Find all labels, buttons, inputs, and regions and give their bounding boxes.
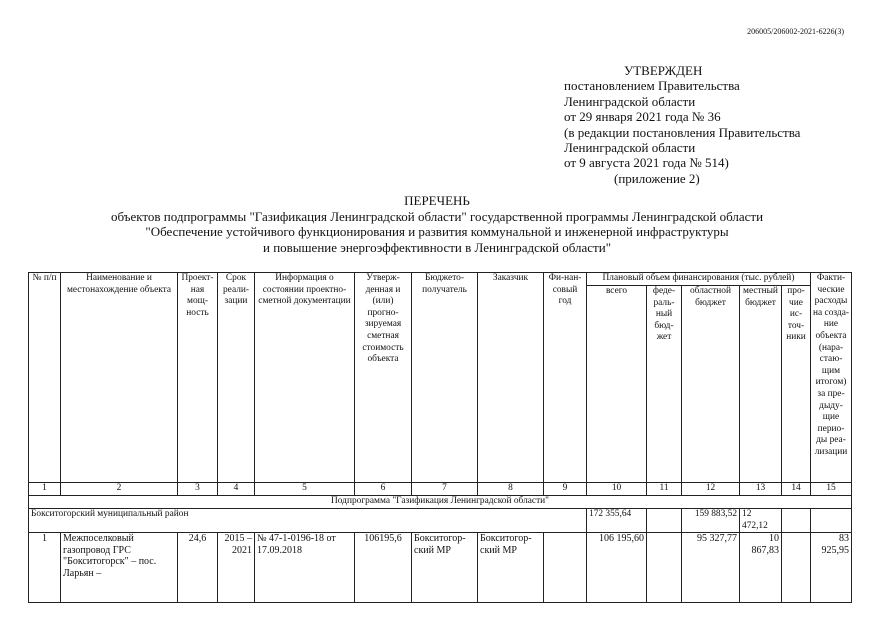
approval-line: Ленинградской области: [564, 93, 696, 109]
column-number: 6: [355, 483, 412, 496]
approval-block: [564, 63, 800, 186]
row-approved-cost: 106195,6: [355, 533, 412, 603]
header-total: всего: [587, 286, 647, 483]
header-name: Наименование и местонахождение объекта: [61, 273, 178, 483]
column-number: 7: [412, 483, 478, 496]
column-number: 9: [544, 483, 587, 496]
header-psd-info: Информация о состоянии проектно-сметной документации: [255, 273, 355, 483]
table-row: [29, 533, 852, 603]
column-number: 12: [682, 483, 740, 496]
title-heading: ПЕРЕЧЕНЬ: [404, 193, 470, 208]
approval-appendix: (приложение 2): [614, 170, 700, 186]
column-number: 5: [255, 483, 355, 496]
header-num: № п/п: [29, 273, 61, 483]
row-local: 10 867,83: [740, 533, 782, 603]
header-local: местный бюджет: [740, 286, 782, 483]
district-local: 12 472,12: [740, 509, 782, 533]
document-number: 206005/206002-2021-6226(3): [747, 27, 844, 36]
header-budget-recipient: Бюджето-получатель: [412, 273, 478, 483]
row-total: 106 195,60: [587, 533, 647, 603]
header-fin-year: Фи-нан-совый год: [544, 273, 587, 483]
district-name: Бокситогорский муниципальный район: [29, 509, 587, 533]
approval-line: постановлением Правительства: [564, 78, 740, 94]
header-other: про-чие ис-точ-ники: [782, 286, 811, 483]
row-federal: [647, 533, 682, 603]
row-term: 2015 – 2021: [218, 533, 255, 603]
approval-line: (в редакции постановления Правительства: [564, 124, 801, 140]
column-number: 4: [218, 483, 255, 496]
approval-line: от 29 января 2021 года № 36: [564, 109, 721, 125]
row-actual: 83 925,95: [811, 533, 852, 603]
subprogram-title: Подпрограмма "Газификация Ленинградской области": [29, 496, 852, 509]
header-customer: Заказчик: [478, 273, 544, 483]
header-term: Срок реали-зации: [218, 273, 255, 483]
header-approved-cost: Утверж-денная и (или) прогно-зируемая сметная стоимость объекта: [355, 273, 412, 483]
row-budget-recipient: Бокситогор-ский МР: [412, 533, 478, 603]
header-planned-financing: Плановый объем финансирования (тыс. рублей): [587, 273, 811, 286]
district-regional: 159 883,52: [682, 509, 740, 533]
header-capacity: Проект-ная мощ-ность: [178, 273, 218, 483]
column-number: 8: [478, 483, 544, 496]
header-regional: областной бюджет: [682, 286, 740, 483]
title-block: [0, 193, 874, 255]
row-psd-info: № 47-1-0196-18 от 17.09.2018: [255, 533, 355, 603]
header-federal: феде-раль-ный бюд-жет: [647, 286, 682, 483]
objects-table: [28, 272, 852, 603]
row-name: Межпоселковый газопровод ГРС "Бокситогорск" – пос. Ларьян –: [61, 533, 178, 603]
title-line: объектов подпрограммы "Газификация Ленинградской области" государственной программы Ленинградской области: [110, 208, 764, 224]
title-line: и повышение энергоэффективности в Ленинградской области": [263, 239, 611, 255]
column-number: 15: [811, 483, 852, 496]
column-number: 3: [178, 483, 218, 496]
district-total: 172 355,64: [587, 509, 647, 533]
row-customer: Бокситогор-ский МР: [478, 533, 544, 603]
district-federal: [647, 509, 682, 533]
row-capacity: 24,6: [178, 533, 218, 603]
title-line: "Обеспечение устойчивого функционирования и развития коммунальной и инженерной инфраструктуры: [145, 224, 729, 240]
approval-heading: УТВЕРЖДЕН: [624, 63, 703, 78]
approval-line: Ленинградской области: [564, 140, 696, 156]
column-number: 13: [740, 483, 782, 496]
column-number: 10: [587, 483, 647, 496]
approval-line: от 9 августа 2021 года № 514): [564, 155, 729, 171]
row-other: [782, 533, 811, 603]
header-actual-expenses: Факти-ческие расходы на созда-ние объекта (нара-стаю-щим итогом) за пре-дыду-щие перио-ды реа-лизации: [811, 273, 852, 483]
district-other: [782, 509, 811, 533]
row-num: 1: [29, 533, 61, 603]
column-number: 2: [61, 483, 178, 496]
column-number: 1: [29, 483, 61, 496]
district-actual: [811, 509, 852, 533]
column-number: 14: [782, 483, 811, 496]
row-regional: 95 327,77: [682, 533, 740, 603]
row-fin-year: [544, 533, 587, 603]
column-number: 11: [647, 483, 682, 496]
